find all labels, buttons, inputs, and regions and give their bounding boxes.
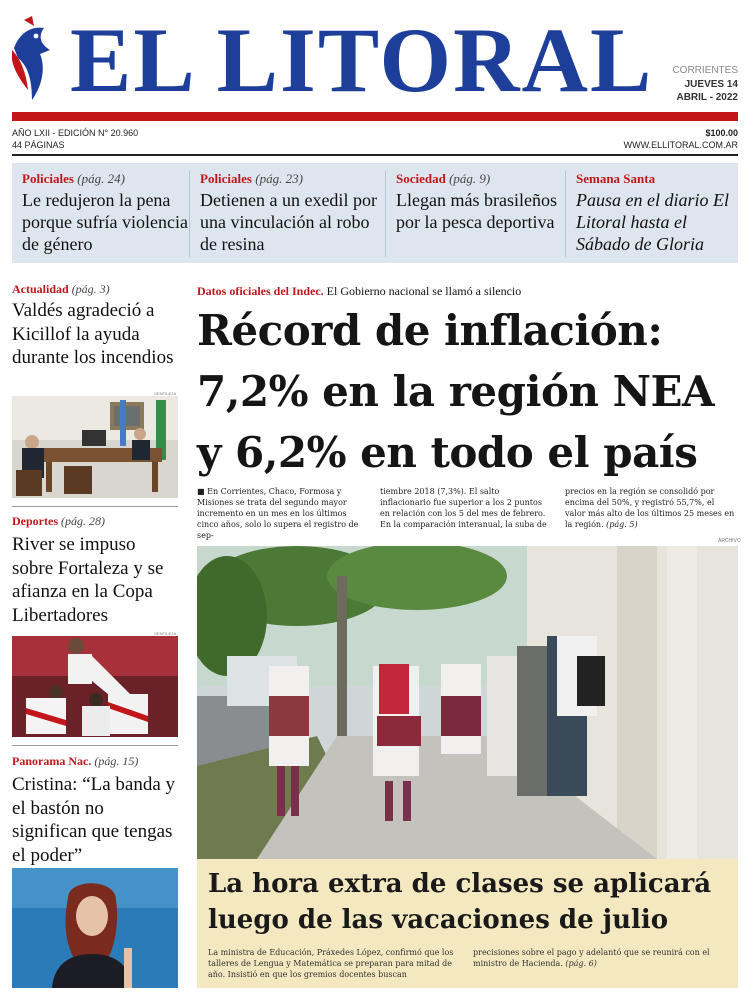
price: $100.00 — [705, 128, 738, 138]
story-section: Actualidad (pág. 3) — [12, 282, 110, 296]
story-section: Deportes (pág. 28) — [12, 514, 105, 528]
photo-credit: GENTILEZA — [154, 391, 177, 396]
main-body-col3: precios en la región se consolidó por encima del 50%, y registró 55,7%, el valor más alto de los últimos 25 meses en la región. (pág. 5) — [565, 487, 735, 529]
left-story[interactable] — [12, 282, 178, 370]
left-story[interactable] — [12, 514, 178, 627]
photo-students-sidewalk — [197, 546, 738, 859]
photo-cristina — [12, 868, 178, 988]
photo-story-body-col2: precisiones sobre el pago y adelantó que se reunirá con el ministro de Hacienda. (pág. 6) — [473, 948, 710, 968]
photo-football-players — [12, 636, 178, 737]
teaser-item[interactable] — [565, 171, 738, 257]
divider — [12, 154, 738, 156]
edition-number: AÑO LXII - EDICIÓN N° 20.960 — [12, 128, 139, 138]
teaser-headline: Llegan más brasileños por la pesca deportiva — [396, 190, 557, 232]
edition-day: JUEVES 14 — [684, 79, 738, 90]
logo-bird-icon — [10, 14, 62, 106]
website-link[interactable]: WWW.ELLITORAL.COM.AR — [623, 140, 738, 150]
edition-date: ABRIL - 2022 — [676, 92, 738, 103]
left-story[interactable] — [12, 754, 178, 867]
page-count: 44 PÁGINAS — [12, 140, 65, 150]
photo-credit: GENTILEZA — [154, 631, 177, 636]
teaser-item[interactable] — [12, 171, 188, 257]
masthead-title[interactable]: EL LITORAL — [70, 9, 654, 111]
photo-office-meeting — [12, 396, 178, 498]
photo-story-body-col1: La ministra de Educación, Práxedes López, confirmó que los talleres de Lengua y Matemática se preparan para mitad de año. Insistió en que los gremios docentes buscan — [208, 948, 454, 979]
photo-credit: ARCHIVO — [718, 538, 741, 544]
divider — [12, 506, 178, 507]
teaser-headline: Pausa en el diario El Litoral hasta el Sábado de Gloria — [576, 190, 729, 254]
teaser-item[interactable] — [385, 171, 565, 257]
teaser-headline: Detienen a un exedil por una vinculación al robo de resina — [200, 190, 377, 254]
story-headline: Valdés agradeció a Kicillof la ayuda durante los incendios — [12, 300, 174, 368]
teaser-section: Semana Santa — [576, 171, 656, 186]
story-headline: Cristina: “La banda y el bastón no significan que tengas el poder” — [12, 774, 176, 866]
story-section: Panorama Nac. (pág. 15) — [12, 754, 139, 768]
teaser-section: Policiales (pág. 23) — [200, 171, 303, 186]
teaser-section: Policiales (pág. 24) — [22, 171, 125, 186]
main-headline[interactable]: Récord de inflación: 7,2% en la región NEA y 6,2% en todo el país — [197, 306, 715, 477]
masthead-red-bar — [12, 112, 738, 121]
teaser-headline: Le redujeron la pena porque sufría violencia de género — [22, 190, 188, 254]
photo-story-headline[interactable]: La hora extra de clases se aplicará luego de las vacaciones de julio — [208, 869, 712, 935]
main-kicker: Datos oficiales del Indec. El Gobierno nacional se llamó a silencio — [197, 284, 522, 298]
main-body-col2: tiembre 2018 (7,3%). El salto inflacionario fue superior a los 2 puntos en relación con los 5 del mes de febrero. En la comparación interanual, la suba de — [380, 487, 547, 529]
teaser-item[interactable] — [189, 171, 385, 257]
teaser-section: Sociedad (pág. 9) — [396, 171, 491, 186]
main-body-col1: ■ En Corrientes, Chaco, Formosa y Misiones se trata del segundo mayor incremento en un mes en los últimos cinco años, solo lo supera el registro de sep- — [197, 487, 359, 540]
story-headline: River se impuso sobre Fortaleza y se afianza en la Copa Libertadores — [12, 534, 164, 626]
edition-city: CORRIENTES — [672, 65, 738, 76]
divider — [12, 745, 178, 746]
teaser-band — [12, 163, 738, 263]
